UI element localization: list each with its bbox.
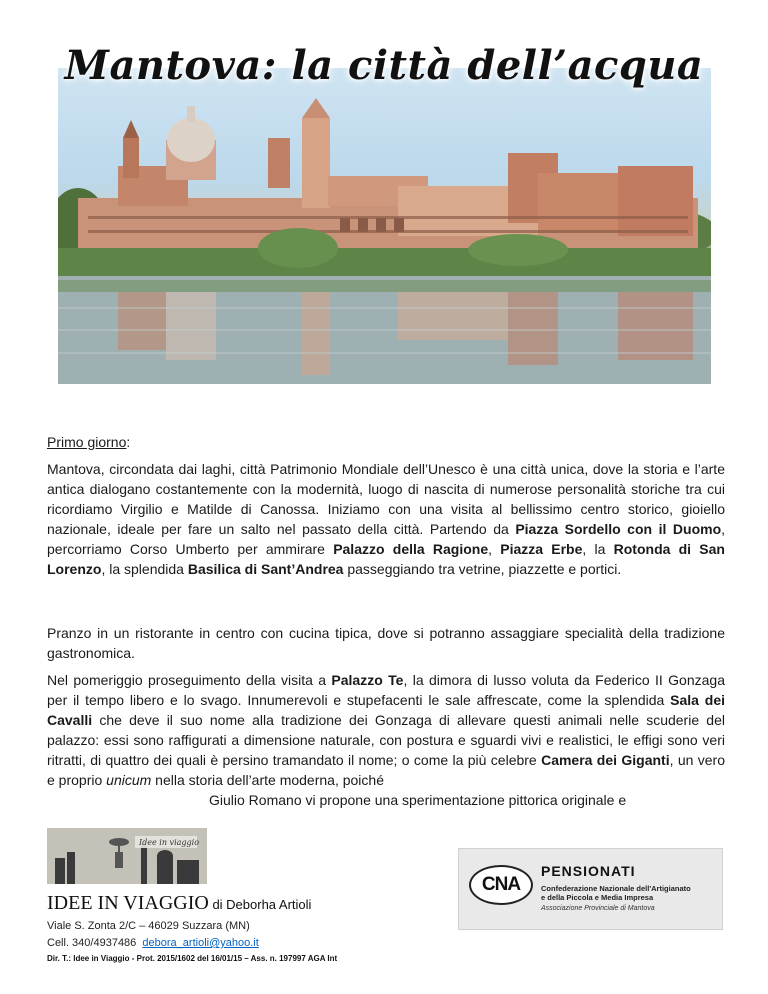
paragraph-lunch: Pranzo in un ristorante in centro con cucina tipica, dove si potranno assaggiare specialità della tradizione gastronomica.	[47, 625, 725, 661]
text-run: , la splendida	[101, 561, 188, 577]
place-name: Sala dei Cavalli	[47, 692, 726, 728]
thumbnail-caption: Idee in viaggio	[139, 838, 200, 847]
footer-address: Viale S. Zonta 2/C – 46029 Suzzara (MN)	[47, 920, 250, 932]
brand-name: IDEE IN VIAGGIO	[47, 892, 209, 914]
text-run: nella storia dell’arte moderna, poiché	[151, 772, 384, 788]
day-heading	[47, 432, 725, 452]
cna-mark-icon: CNA	[469, 865, 533, 905]
place-name: Basilica di Sant’Andrea	[187, 561, 344, 577]
brand-owner: di Deborha Artioli	[208, 897, 312, 912]
place-name: Rotonda di San Lorenzo	[47, 541, 725, 577]
city-silhouette-illustration	[47, 828, 207, 884]
place-name: Camera dei Giganti	[541, 752, 670, 768]
text-run: , la dimora di lusso voluta da Federico II Gonzaga per il tempo libero e lo svago. Innumerevoli e stupefacenti le sale affrescate, come la splendida	[47, 672, 725, 708]
paragraph-afternoon	[47, 670, 725, 810]
text-run: Nel pomeriggio proseguimento della visita a	[47, 672, 332, 688]
footer-legal-note: Dir. T.: Idee in Viaggio - Prot. 2015/1602 del 16/01/15 – Ass. n. 197997 AGA Int	[47, 954, 338, 963]
text-run: Mantova, circondata dai laghi, città Patrimonio Mondiale dell’Unesco è una città unica, dove la storia e l’arte antica dialogano costantemente con la modernità, luogo di nascita di numerose personalità storiche tra cui ricordiamo Virgilio e Matilde di Canossa. Iniziamo con una visita al bellissimo centro storico, gioiello nazionale, ideale per fare un salto nel passato della città. Partendo da	[47, 461, 725, 537]
text-run: , percorriamo Corso Umberto per ammirare	[47, 521, 726, 557]
city-skyline-illustration	[58, 68, 711, 384]
cna-subtitle-3: Associazione Provinciale di Mantova	[541, 905, 655, 912]
cna-subtitle-2: e della Piccola e Media Impresa	[541, 893, 654, 902]
italic-term: unicum	[106, 772, 152, 788]
text-run: passeggiando tra vetrine, piazzette e portici.	[343, 561, 622, 577]
idee-in-viaggio-thumbnail	[47, 828, 207, 884]
day-heading-colon: :	[126, 434, 131, 450]
place-name: Piazza Erbe	[500, 541, 583, 557]
email-link[interactable]: debora_artioli@yahoo.it	[142, 937, 259, 949]
text-run: ,	[488, 541, 501, 557]
paragraph-intro	[47, 459, 725, 579]
cna-subtitle-1: Confederazione Nazionale dell'Artigianato	[541, 884, 691, 893]
place-name: Piazza Sordello con il Duomo	[515, 521, 722, 537]
phone-number: Cell. 340/4937486	[47, 937, 143, 949]
hero-photo-mantova	[58, 68, 711, 384]
footer-brand	[47, 892, 311, 915]
text-run: , la	[582, 541, 614, 557]
place-name: Palazzo della Ragione	[333, 541, 489, 557]
footer-phone	[47, 937, 259, 949]
place-name: Palazzo Te	[331, 672, 404, 688]
text-run: che deve il suo nome alla tradizione dei Gonzaga di allevare questi animali nelle scuderie del palazzo: essi sono raffigurati a dimensione naturale, con postura e sguardi vivi e realistici, le effigi sono veri ritratti, di quattro dei quali è persino tramandato il nome; o come la più celebre	[47, 712, 725, 768]
cna-pensionati-logo	[458, 848, 723, 930]
cna-title: PENSIONATI	[541, 863, 636, 879]
day-heading-text: Primo giorno	[47, 434, 127, 450]
text-run: Giulio Romano vi propone una sperimentazione pittorica originale e	[209, 792, 627, 808]
text-run: , un vero e proprio	[47, 752, 725, 788]
page-title: Mantova: la città dell’acqua	[64, 42, 704, 89]
